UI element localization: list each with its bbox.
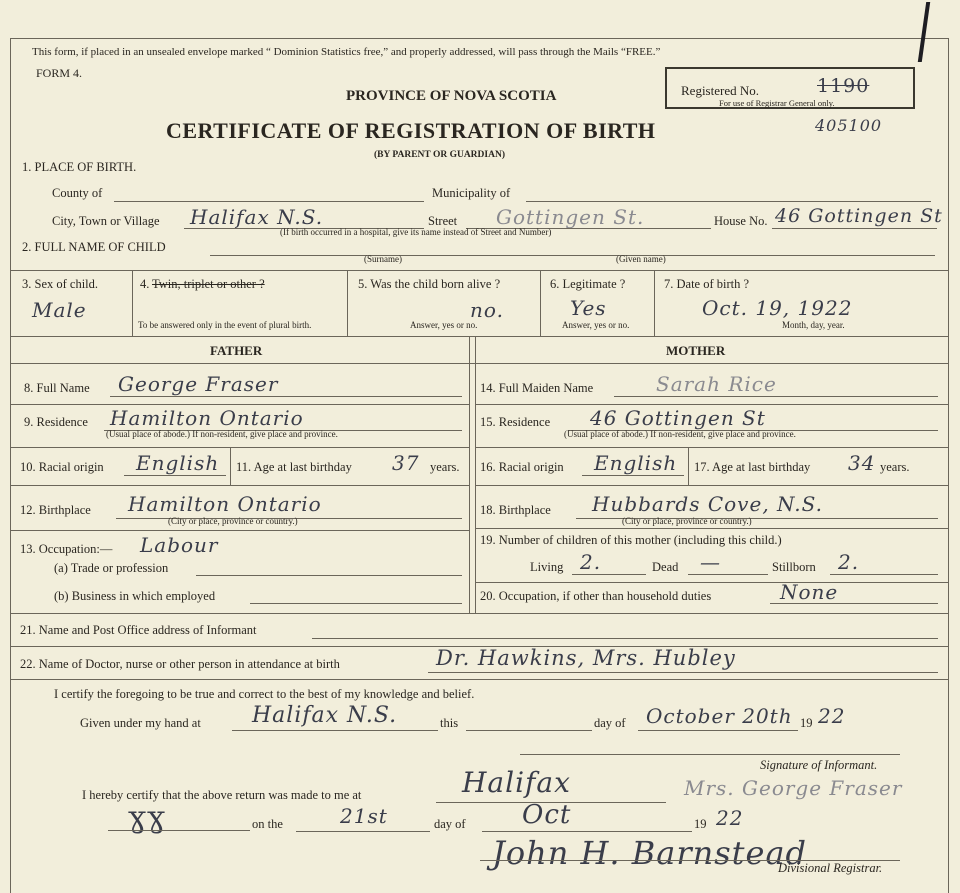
mother-age-label: 17. Age at last birthday bbox=[694, 460, 811, 474]
registrar-use-note: For use of Registrar General only. bbox=[719, 98, 835, 108]
dead-line bbox=[688, 574, 768, 575]
father-race-label: 10. Racial origin bbox=[20, 460, 104, 474]
grid-divider-2 bbox=[347, 270, 348, 336]
mother-race-line bbox=[582, 475, 684, 476]
sex-value: Male bbox=[32, 298, 87, 322]
father-name-line bbox=[110, 396, 462, 397]
business-label: (b) Business in which employed bbox=[54, 589, 216, 603]
father-row-sep-1 bbox=[10, 404, 469, 405]
right-border bbox=[948, 38, 949, 893]
top-border bbox=[10, 38, 948, 39]
stamp-number: 405100 bbox=[815, 116, 883, 135]
informant-signature: Mrs. George Fraser bbox=[684, 776, 903, 800]
left-border bbox=[10, 38, 11, 893]
alive-note: Answer, yes or no. bbox=[410, 320, 478, 330]
mother-row-sep-2 bbox=[475, 447, 948, 448]
registration-left-line bbox=[108, 830, 250, 831]
father-occupation-value: Labour bbox=[140, 533, 219, 557]
parents-divider bbox=[469, 336, 470, 613]
day-of-label: day of bbox=[594, 716, 626, 730]
dead-label: Dead bbox=[652, 560, 679, 574]
given-date-line bbox=[638, 730, 798, 731]
doctor-label: 22. Name of Doctor, nurse or other person in attendance at birth bbox=[20, 657, 340, 671]
parents-divider-2 bbox=[475, 336, 476, 613]
surname-note: (Surname) bbox=[364, 254, 402, 264]
divisional-registrar-label: Divisional Registrar. bbox=[778, 861, 883, 875]
municipality-line bbox=[526, 201, 931, 202]
legitimate-value: Yes bbox=[570, 296, 607, 320]
house-label: House No. bbox=[714, 214, 768, 228]
mother-residence-value: 46 Gottingen St bbox=[590, 406, 766, 430]
living-line bbox=[572, 574, 646, 575]
county-line bbox=[114, 201, 424, 202]
given-place-line bbox=[232, 730, 438, 731]
twin-label: Twin, triplet or other ? bbox=[152, 277, 265, 291]
street-value: Gottingen St. bbox=[496, 205, 645, 229]
given-year-prefix: 19 bbox=[800, 716, 813, 730]
house-value: 46 Gottingen St bbox=[775, 205, 943, 227]
father-birthplace-value: Hamilton Ontario bbox=[128, 492, 322, 516]
twin-prefix: 4. bbox=[140, 277, 150, 291]
informant-top-line bbox=[10, 613, 948, 614]
father-age-label: 11. Age at last birthday bbox=[236, 460, 352, 474]
living-value: 2. bbox=[580, 550, 602, 574]
grid-divider-3 bbox=[540, 270, 541, 336]
place-of-birth-label: 1. PLACE OF BIRTH. bbox=[22, 160, 137, 174]
business-line bbox=[250, 603, 462, 604]
mother-race-label: 16. Racial origin bbox=[480, 460, 564, 474]
father-row-sep-4 bbox=[10, 530, 469, 531]
mother-age-value: 34 bbox=[848, 451, 876, 475]
registration-day-line bbox=[296, 831, 430, 832]
city-label: City, Town or Village bbox=[52, 214, 160, 228]
registration-day: 21st bbox=[340, 804, 388, 828]
this-line bbox=[466, 730, 592, 731]
father-name-value: George Fraser bbox=[118, 372, 279, 396]
grid-divider-4 bbox=[654, 270, 655, 336]
mother-row-sep-4 bbox=[475, 528, 948, 529]
father-residence-label: 9. Residence bbox=[24, 415, 88, 429]
dob-label: 7. Date of birth ? bbox=[664, 277, 750, 291]
registration-year: 22 bbox=[716, 806, 744, 830]
father-residence-note: (Usual place of abode.) If non-resident, give place and province. bbox=[106, 429, 338, 439]
registrar-scribble: ɣɣ bbox=[128, 800, 166, 835]
mother-heading: MOTHER bbox=[666, 343, 726, 358]
hospital-note: (If birth occurred in a hospital, give its name instead of Street and Number) bbox=[280, 227, 552, 237]
alive-value: no. bbox=[470, 298, 504, 322]
trade-label: (a) Trade or profession bbox=[54, 561, 169, 575]
doctor-value: Dr. Hawkins, Mrs. Hubley bbox=[436, 646, 736, 670]
trade-line bbox=[196, 575, 462, 576]
dob-value: Oct. 19, 1922 bbox=[702, 296, 853, 320]
mother-name-value: Sarah Rice bbox=[656, 372, 777, 396]
county-label: County of bbox=[52, 186, 103, 200]
mother-occupation-label: 20. Occupation, if other than household duties bbox=[480, 589, 712, 603]
city-value: Halifax N.S. bbox=[190, 205, 324, 229]
mother-occupation-line bbox=[770, 603, 938, 604]
registrar-signature: John H. Barnstead bbox=[492, 834, 808, 872]
mother-race-value: English bbox=[594, 451, 678, 475]
alive-label: 5. Was the child born alive ? bbox=[358, 277, 501, 291]
province-title: PROVINCE OF NOVA SCOTIA bbox=[346, 88, 557, 104]
document-title: CERTIFICATE OF REGISTRATION OF BIRTH bbox=[166, 118, 656, 143]
registration-year-prefix: 19 bbox=[694, 817, 707, 831]
mother-age-divider bbox=[688, 447, 689, 485]
twin-note: To be answered only in the event of plural birth. bbox=[138, 320, 312, 330]
registered-value: 1190 bbox=[817, 75, 870, 97]
grid-divider-1 bbox=[132, 270, 133, 336]
legitimate-note: Answer, yes or no. bbox=[562, 320, 630, 330]
informant-signature-line bbox=[520, 754, 900, 755]
mother-birthplace-note: (City or place, province or country.) bbox=[622, 516, 752, 526]
doctor-row-sep bbox=[10, 679, 948, 680]
father-age-divider bbox=[230, 447, 231, 485]
check-mark bbox=[900, 2, 930, 62]
given-name-note: (Given name) bbox=[616, 254, 666, 264]
informant-label: 21. Name and Post Office address of Informant bbox=[20, 623, 257, 637]
street-label: Street bbox=[428, 214, 458, 228]
stillborn-line bbox=[830, 574, 938, 575]
mother-row-sep-1 bbox=[475, 404, 948, 405]
heading-line bbox=[10, 363, 948, 364]
registration-place: Halifax bbox=[462, 766, 571, 799]
form-number: FORM 4. bbox=[36, 66, 83, 80]
house-line bbox=[772, 228, 937, 229]
mother-age-unit: years. bbox=[880, 460, 910, 474]
father-age-value: 37 bbox=[392, 451, 420, 475]
registered-label: Registered No. bbox=[681, 83, 759, 98]
child-name-line bbox=[210, 255, 935, 256]
registrar-certify-text: I hereby certify that the above return was made to me at bbox=[82, 788, 362, 802]
given-place: Halifax N.S. bbox=[252, 703, 398, 728]
legitimate-label: 6. Legitimate ? bbox=[550, 277, 626, 291]
given-year: 22 bbox=[818, 704, 846, 728]
father-birthplace-note: (City or place, province or country.) bbox=[168, 516, 298, 526]
mother-row-sep-3 bbox=[475, 485, 948, 486]
sex-label: 3. Sex of child. bbox=[22, 277, 99, 291]
dead-value: — bbox=[700, 550, 721, 574]
given-label: Given under my hand at bbox=[80, 716, 201, 730]
mother-name-line bbox=[614, 396, 938, 397]
mother-birthplace-value: Hubbards Cove, N.S. bbox=[592, 492, 823, 516]
living-label: Living bbox=[530, 560, 564, 574]
father-race-value: English bbox=[136, 451, 220, 475]
grid-bottom-line bbox=[10, 336, 948, 337]
mother-birthplace-label: 18. Birthplace bbox=[480, 503, 551, 517]
mother-residence-note: (Usual place of abode.) If non-resident, give place and province. bbox=[564, 429, 796, 439]
given-date: October 20th bbox=[646, 704, 793, 728]
father-name-label: 8. Full Name bbox=[24, 381, 90, 395]
certify-text: I certify the foregoing to be true and correct to the best of my knowledge and belief. bbox=[54, 687, 475, 701]
this-label: this bbox=[440, 716, 459, 730]
doctor-line bbox=[428, 672, 938, 673]
mother-residence-label: 15. Residence bbox=[480, 415, 551, 429]
father-residence-value: Hamilton Ontario bbox=[110, 406, 304, 430]
grid-top-line bbox=[10, 270, 948, 271]
mail-notice: This form, if placed in an unsealed envelope marked “ Dominion Statistics free,” and properly addressed, will pass through the Mails “FREE.” bbox=[32, 46, 661, 58]
municipality-label: Municipality of bbox=[432, 186, 511, 200]
father-race-line bbox=[124, 475, 226, 476]
father-occupation-label: 13. Occupation:— bbox=[20, 542, 113, 556]
mother-row-sep-5 bbox=[475, 582, 948, 583]
registration-dayof-label: day of bbox=[434, 817, 466, 831]
mother-name-label: 14. Full Maiden Name bbox=[480, 381, 594, 395]
mother-occupation-value: None bbox=[780, 580, 839, 604]
father-row-sep-3 bbox=[10, 485, 469, 486]
father-row-sep-2 bbox=[10, 447, 469, 448]
informant-signature-label: Signature of Informant. bbox=[760, 758, 878, 772]
registered-box bbox=[665, 67, 915, 109]
registration-month: Oct bbox=[522, 800, 572, 830]
document-subtitle: (BY PARENT OR GUARDIAN) bbox=[374, 150, 505, 160]
father-age-unit: years. bbox=[430, 460, 460, 474]
child-name-label: 2. FULL NAME OF CHILD bbox=[22, 240, 166, 254]
stillborn-label: Stillborn bbox=[772, 560, 816, 574]
on-the-label: on the bbox=[252, 817, 283, 831]
father-birthplace-label: 12. Birthplace bbox=[20, 503, 91, 517]
informant-line bbox=[312, 638, 938, 639]
children-count-label: 19. Number of children of this mother (including this child.) bbox=[480, 533, 782, 547]
dob-note: Month, day, year. bbox=[782, 320, 845, 330]
father-heading: FATHER bbox=[210, 343, 263, 358]
stillborn-value: 2. bbox=[838, 550, 860, 574]
registration-month-line bbox=[482, 831, 692, 832]
